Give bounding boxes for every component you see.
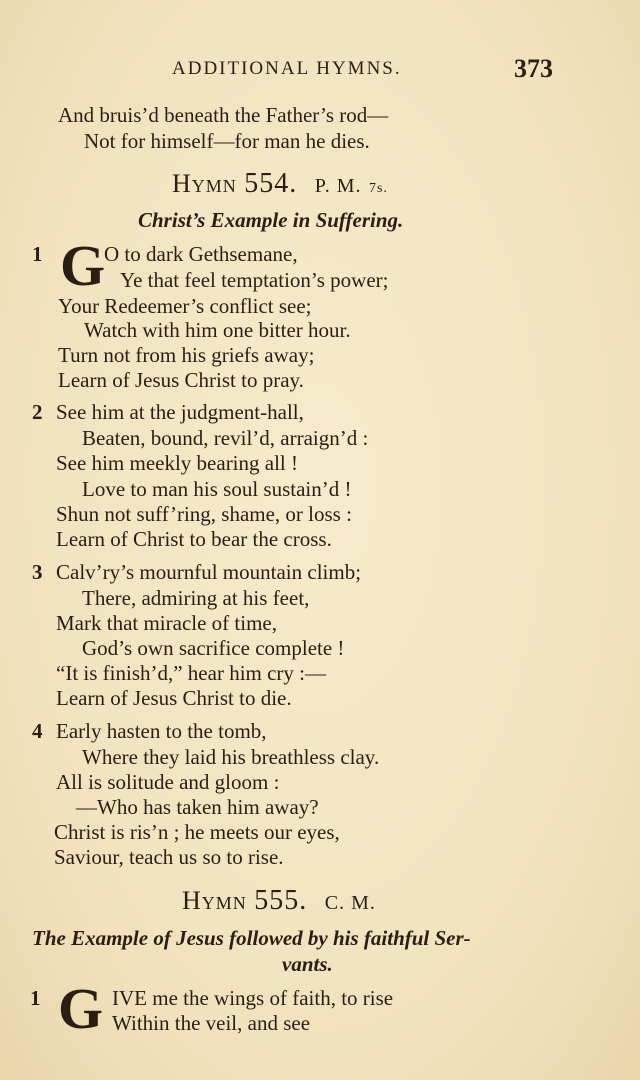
verse-line: Within the veil, and see [112,1011,311,1035]
hymn-555-meter: C. M. [324,892,376,914]
verse-line: Learn of Jesus Christ to pray. [58,368,304,392]
verse-line: Learn of Christ to bear the cross. [56,527,332,551]
carryover-line-1: And bruis’d beneath the Father’s rod— [58,103,389,127]
verse-line: Early hasten to the tomb, [56,719,267,743]
verse-line: IVE me the wings of faith, to rise [112,986,394,1010]
verse-line: Where they laid his breathless clay. [82,745,380,769]
drop-cap: G [58,976,104,1041]
hymn-554-title [172,168,388,200]
verse-line: See him meekly bearing all ! [56,451,299,475]
hymn-554-meter-sub: 7s. [368,181,388,196]
verse-number: 3 [32,560,43,584]
verse-line: Calv’ry’s mournful mountain climb; [56,560,362,584]
page-number: 373 [514,54,553,83]
verse-line: “It is finish’d,” hear him cry :— [56,661,327,685]
verse-line: See him at the judgment-hall, [56,400,304,424]
hymn-555-number: 555. [254,885,308,916]
verse-line: Watch with him one bitter hour. [84,318,351,342]
verse-line: Learn of Jesus Christ to die. [56,686,292,710]
verse-line: Your Redeemer’s conflict see; [58,294,312,318]
drop-cap: G [60,233,106,298]
verse-line: Turn not from his griefs away; [58,343,315,367]
verse-line: Saviour, teach us so to rise. [54,845,284,869]
verse-number: 1 [30,986,41,1010]
verse-line: Christ is ris’n ; he meets our eyes, [54,820,340,844]
hymn-554-meter: P. M. [314,175,362,197]
hymn-555-subtitle-line-1: The Example of Jesus followed by his faithful Ser- [32,926,471,950]
verse-line: Shun not suff’ring, shame, or loss : [56,502,352,526]
hymn-555-title [182,885,376,917]
hymn-555-subtitle-line-2: vants. [282,952,333,976]
hymn-554-number: 554. [244,168,298,199]
verse-line: Mark that miracle of time, [56,611,278,635]
verse-line: All is solitude and gloom : [56,770,280,794]
verse-line: There, admiring at his feet, [82,586,310,610]
verse-number: 1 [32,242,43,266]
running-head: ADDITIONAL HYMNS. [172,58,402,79]
verse-number: 4 [32,719,43,743]
hymn-554-subtitle: Christ’s Example in Suffering. [138,208,404,232]
hymn-554-label: Hymn [172,169,237,198]
verse-number: 2 [32,400,43,424]
verse-line: Love to man his soul sustain’d ! [82,477,352,501]
carryover-line-2: Not for himself—for man he dies. [84,129,370,153]
verse-line: —Who has taken him away? [76,795,319,819]
verse-line: Ye that feel temptation’s power; [120,268,389,292]
verse-line: O to dark Gethsemane, [104,242,298,266]
verse-line: God’s own sacrifice complete ! [82,636,345,660]
hymn-555-label: Hymn [182,886,247,915]
verse-line: Beaten, bound, revil’d, arraign’d : [82,426,369,450]
